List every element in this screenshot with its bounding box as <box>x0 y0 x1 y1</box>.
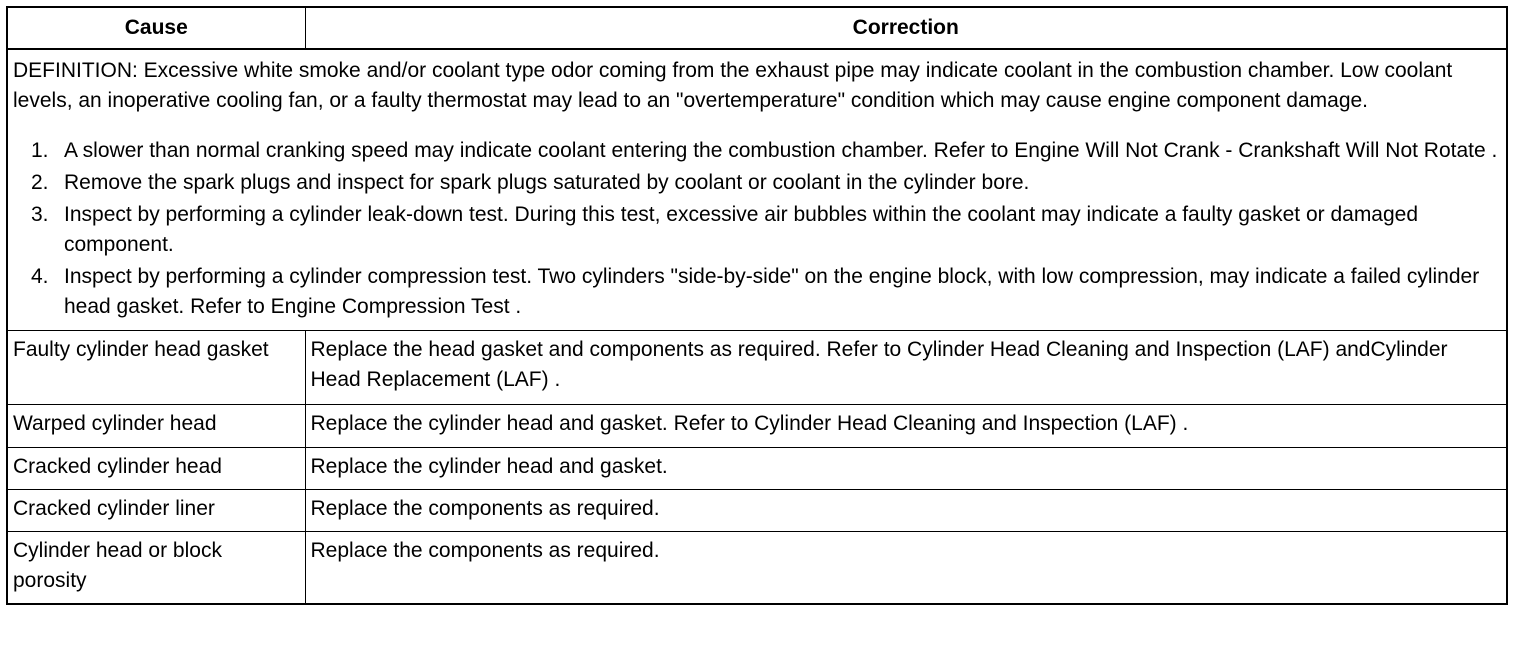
table-row <box>7 331 1507 405</box>
step-text: Remove the spark plugs and inspect for spark plugs saturated by coolant or coolant in the cylinder bore. <box>64 171 1030 194</box>
step-item <box>13 262 1502 322</box>
correction-header: Correction <box>305 7 1507 49</box>
step-number: 2. <box>31 171 49 194</box>
definition-text: DEFINITION: Excessive white smoke and/or coolant type odor coming from the exhaust pipe may indicate coolant in the combustion chamber. Low coolant levels, an inoperative cooling fan, or a faulty thermostat may lead to an "overtemperature" condition which may cause engine component damage. <box>13 59 1453 112</box>
step-text: Inspect by performing a cylinder compression test. Two cylinders "side-by-side" on the engine block, with low compression, may indicate a failed cylinder head gasket. Refer to Engine Compression Test . <box>64 265 1480 318</box>
correction-cell: Replace the head gasket and components as required. Refer to Cylinder Head Cleaning and Inspection (LAF) andCylinder Head Replacement (LAF) . <box>305 331 1507 405</box>
step-text: A slower than normal cranking speed may indicate coolant entering the combustion chamber. Refer to Engine Will Not Crank - Crankshaft Will Not Rotate . <box>64 139 1498 162</box>
table-row <box>7 448 1507 490</box>
header-row <box>7 7 1507 49</box>
cause-cell: Faulty cylinder head gasket <box>7 331 305 405</box>
correction-cell: Replace the components as required. <box>305 490 1507 532</box>
correction-cell: Replace the components as required. <box>305 532 1507 604</box>
step-number: 4. <box>31 265 49 288</box>
cause-cell: Cracked cylinder liner <box>7 490 305 532</box>
step-number: 1. <box>31 139 49 162</box>
table-row <box>7 490 1507 532</box>
definition-cell <box>7 49 1507 331</box>
cause-cell: Cracked cylinder head <box>7 448 305 490</box>
cause-cell: Cylinder head or block porosity <box>7 532 305 604</box>
step-item <box>13 136 1502 166</box>
step-item <box>13 200 1502 260</box>
step-item <box>13 168 1502 198</box>
diagnostic-table <box>6 6 1508 605</box>
correction-cell: Replace the cylinder head and gasket. <box>305 448 1507 490</box>
correction-cell: Replace the cylinder head and gasket. Refer to Cylinder Head Cleaning and Inspection (LAF) . <box>305 405 1507 448</box>
steps-list <box>13 136 1502 322</box>
step-number: 3. <box>31 203 49 226</box>
table-row <box>7 405 1507 448</box>
step-text: Inspect by performing a cylinder leak-down test. During this test, excessive air bubbles within the coolant may indicate a faulty gasket or damaged component. <box>64 203 1419 256</box>
definition-row <box>7 49 1507 331</box>
cause-cell: Warped cylinder head <box>7 405 305 448</box>
cause-header: Cause <box>7 7 305 49</box>
table-row <box>7 532 1507 604</box>
